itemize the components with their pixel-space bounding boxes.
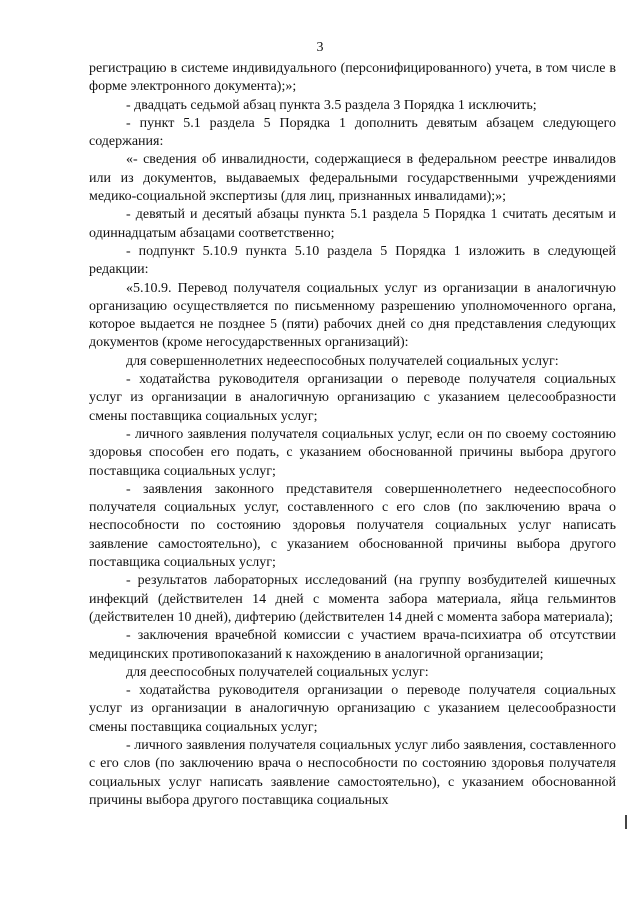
paragraph-list-item: - пункт 5.1 раздела 5 Порядка 1 дополнить девятым абзацем следующего содержания: xyxy=(89,115,616,150)
document-body xyxy=(89,60,616,810)
paragraph-quote: «- сведения об инвалидности, содержащиеся в федеральном реестре инвалидов или из документов, выдаваемых федеральными государственными учреждениями медико-социальной экспертизы (для лиц, признанных инвалидами);»; xyxy=(89,152,616,205)
paragraph-list-item: - личного заявления получателя социальных услуг либо заявления, составленного с его слов (по заключению врача о неспособности по состоянию здоровья получателя социальных услуг написать заявление самостоятельно), с указанием обоснованной причины выбора другого поставщика социальных xyxy=(89,737,616,808)
paragraph-subheading: для дееспособных получателей социальных услуг: xyxy=(126,664,429,680)
paragraph-quote: «5.10.9. Перевод получателя социальных услуг из организации в аналогичную организацию осуществляется по письменному разрешению уполномоченного органа, которое выдается не позднее 5 (пяти) рабочих дней со дня представления следующих документов (кроме негосударственных организаций): xyxy=(89,280,616,351)
paragraph-list-item: - заключения врачебной комиссии с участием врача-психиатра об отсутствии медицинских противопоказаний к нахождению в аналогичной организации; xyxy=(89,628,616,662)
paragraph-subheading: для совершеннолетних недееспособных получателей социальных услуг: xyxy=(126,353,559,369)
paragraph-list-item: - подпункт 5.10.9 пункта 5.10 раздела 5 Порядка 1 изложить в следующей редакции: xyxy=(89,243,616,278)
paragraph-list-item: - личного заявления получателя социальных услуг, если он по своему состоянию здоровья способен его подать, с указанием обоснованной причины выбора другого поставщика социальных услуг; xyxy=(89,426,616,479)
scan-artifact-mark xyxy=(625,815,627,829)
paragraph-list-item: - ходатайства руководителя организации о переводе получателя социальных услуг из организации в аналогичную организацию с указанием целесообразности смены поставщика социальных услуг; xyxy=(89,372,616,424)
paragraph-list-item: - двадцать седьмой абзац пункта 3.5 раздела 3 Порядка 1 исключить; xyxy=(126,97,537,113)
page-number: 3 xyxy=(316,40,324,55)
paragraph-list-item: - ходатайства руководителя организации о переводе получателя социальных услуг из организации в аналогичную организацию с указанием целесообразности смены поставщика социальных услуг; xyxy=(89,683,616,735)
paragraph-list-item: - девятый и десятый абзацы пункта 5.1 раздела 5 Порядка 1 считать десятым и одиннадцатым абзацами соответственно; xyxy=(89,207,616,241)
paragraph-list-item: - результатов лабораторных исследований (на группу возбудителей кишечных инфекций (действителен 14 дней с момента забора материала, яйца гельминтов (действителен 10 дней), дифтерию (действителен 14 дней с момента забора материала); xyxy=(89,573,616,625)
paragraph-continuation: регистрацию в системе индивидуального (персонифицированного) учета, в том числе в форме электронного документа);»; xyxy=(89,61,616,95)
paragraph-list-item: - заявления законного представителя совершеннолетнего недееспособного получателя социальных услуг, составленного с его слов (по заключению врача о неспособности по состоянию здоровья получателя социальных услуг написать заявление самостоятельно), с указанием обоснованной причины выбора другого поставщика социальных услуг; xyxy=(89,481,616,571)
